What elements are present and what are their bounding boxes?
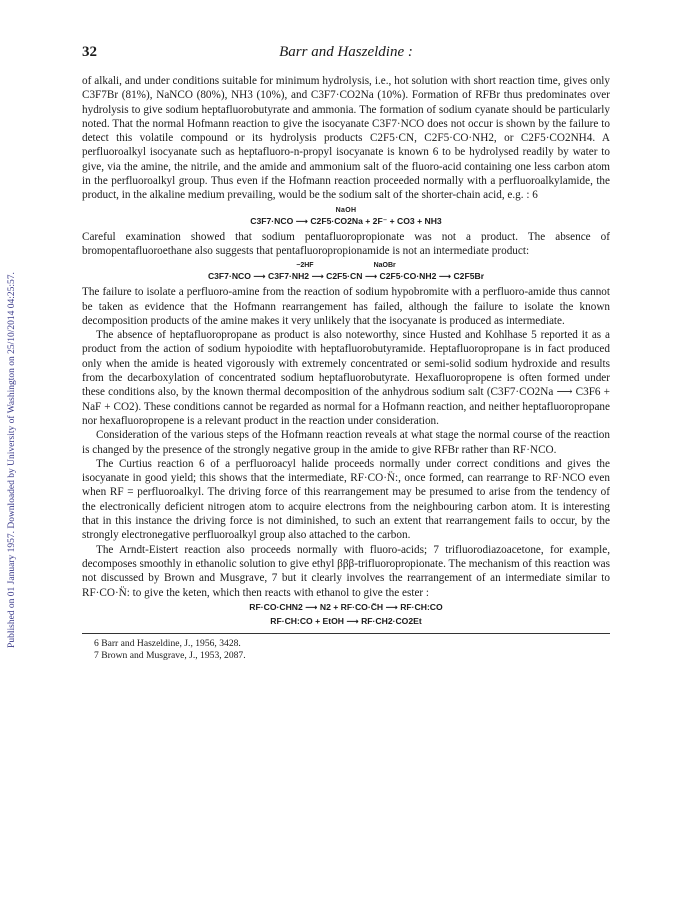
footnote-7: 7 Brown and Musgrave, J., 1953, 2087. (94, 649, 246, 661)
paragraph-7: The Arndt-Eistert reaction also proceeds normally with fluoro-acids; 7 trifluorodiazoacetone, for example, decomposes smoothly in ethanolic solution to give ethyl βββ-trifluoropropionate. The mechanism of this reaction was not discussed by Brown and Musgrave, 7 but it clearly involves the rearrangement of an intermediate similar to RF·CO·N̈: to give the keten, which then reacts with ethanol to give the ester : (82, 543, 610, 599)
equation-4 (82, 616, 610, 627)
equation-1-reagent: NaOH (335, 206, 357, 214)
equation-4-text: RF·CH:CO + EtOH ⟶ RF·CH2·CO2Et (270, 615, 422, 626)
equation-1-text: C3F7·NCO ⟶ C2F5·CO2Na + 2F⁻ + CO3 + NH3 (250, 215, 442, 226)
paragraph-1: of alkali, and under conditions suitable for minimum hydrolysis, i.e., hot solution with short reaction time, gives only C3F7Br (81%), NaNCO (80%), NH3 (10%), and C3F7·CO2Na (10%). Formation of RFBr thus predominates over hydrolysis to give sodium heptafluorobutyrate and ammonia. The formation of sodium cyanate should be particularly noted. That the normal Hofmann reaction to give the isocyanate C3F7·NCO does not occur is shown by the failure to detect this volatile compound or its hydrolysis products C2F5·CN, C2F5·CO·NH2, or C2F5·CO2NH4. A perfluoroalkyl isocyanate such as heptafluoro-n-propyl isocyanate is known 6 to be hydrolysed readily by water to give, via the amine, the nitrile, and the amide and ammonium salt of the fluoro-acid containing one less carbon atom in the perfluoroalkyl group. Thus even if the Hofmann reaction proceeded normally with a perfluoroalkylamide, the product, in the alkaline medium prevailing, would be the sodium salt of the shorter-chain acid, e.g. : 6 (82, 75, 610, 202)
paragraph-4: The absence of heptafluoropropane as product is also noteworthy, since Husted and Kohlhase 5 reported it as a product from the action of sodium hypoiodite with heptafluorobutyramide. Heptafluoropropane is in fact produced only when the amide is heated vigorously with extremely concentrated or semi-solid sodium hydroxide and results from the decarboxylation of concentrated sodium heptafluorobutyrate. Hexafluoropropene is often formed under these conditions also, by the known thermal decomposition of the anhydrous sodium salt (C3F7·CO2Na ⟶ C3F6 + NaF + CO2). These conditions cannot be regarded as normal for a Hofmann reaction, and neither heptafluoropropane nor hexafluoropropene is a relevant product in the reaction under consideration. (82, 329, 610, 427)
equation-2-reagent-b: NaOBr (373, 262, 396, 270)
footnote-6: 6 Barr and Haszeldine, J., 1956, 3428. (94, 637, 241, 649)
download-notice-text: Published on 01 January 1957. Downloaded by University of Washington on 25/10/2014 04:25:57. (7, 272, 17, 648)
equation-2-reagent-a: −2HF (296, 262, 314, 270)
journal-page (82, 44, 610, 662)
equation-3 (82, 602, 610, 613)
equation-1 (82, 205, 610, 227)
equation-2 (82, 260, 610, 282)
equation-3-text: RF·CO·CHN2 ⟶ N2 + RF·CO·C̈H ⟶ RF·CH:CO (249, 601, 443, 612)
page-number: 32 (82, 44, 97, 60)
paragraph-2: Careful examination showed that sodium pentafluoropropionate was not a product. The absence of bromopentafluoroethane also suggests that pentafluoropropionamide is not an intermediate product: (82, 230, 610, 257)
download-notice (4, 90, 20, 830)
paragraph-3: The failure to isolate a perfluoro-amine from the reaction of sodium hypobromite with a perfluoro-amide thus cannot be taken as evidence that the Hofmann rearrangement has failed, although the failure to isolate the known decomposition products of the amine makes it very unlikely that the isocyanate is produced as intermediate. (82, 286, 610, 327)
running-title: Barr and Haszeldine : (279, 44, 413, 60)
paragraph-5: Consideration of the various steps of the Hofmann reaction reveals at what stage the normal course of the reaction is changed by the presence of the strongly negative group in the amide to give RFBr rather than RF·NCO. (82, 429, 610, 456)
paragraph-6: The Curtius reaction 6 of a perfluoroacyl halide proceeds normally under correct conditions and gives the isocyanate in good yield; this shows that the intermediate, RF·CO·N̈:, once formed, can rearrange to RF·NCO even when RF = perfluoroalkyl. The driving force of this rearrangement may be presumed to arise from the tendency of the electronically deficient nitrogen atom to acquire electrons from the neighbouring carbon atom. It is interesting that in this instance the driving force is not diminished, to such an extent that rearrangement fails to occur, by the strongly electronegative perfluoroalkyl group also attached to the carbon. (82, 457, 610, 542)
page-header (82, 44, 610, 66)
footnote-divider (82, 633, 610, 634)
equation-2-text: C3F7·NCO ⟶ C3F7·NH2 ⟶ C2F5·CN ⟶ C2F5·CO·NH2 ⟶ C2F5Br (207, 271, 485, 282)
